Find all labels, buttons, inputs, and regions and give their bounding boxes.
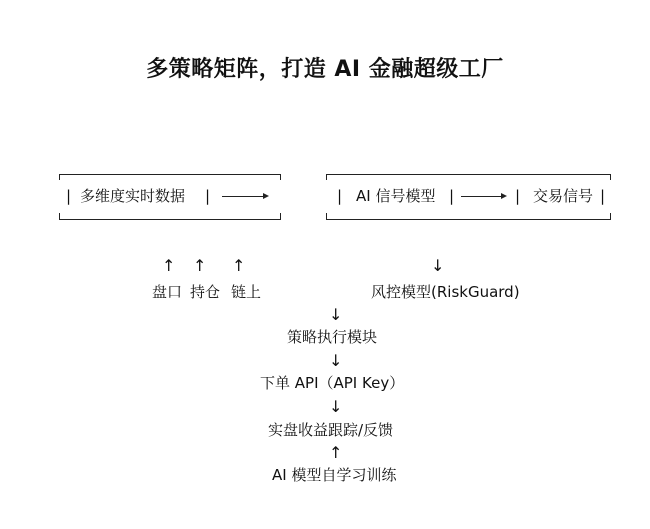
right-box-bar-2: | [449,187,455,205]
up-arrow-icon: ↑ [232,256,246,275]
up-arrow-icon: ↑ [329,443,343,462]
ai-signal-model-label: AI 信号模型 [356,187,436,205]
down-arrow-icon: ↓ [329,397,343,416]
position-label: 持仓 [190,283,221,301]
pnl-tracking-label: 实盘收益跟踪/反馈 [268,421,394,439]
right-box-arrowhead [501,193,507,199]
left-box-arrow-line [222,196,263,197]
ai-self-learning-label: AI 模型自学习训练 [272,466,397,484]
order-api-label: 下单 API（API Key） [260,374,405,392]
right-box-bar-3: | [515,187,521,205]
left-box-bar-left: | [66,187,72,205]
left-box-bar-right: | [205,187,211,205]
page-title: 多策略矩阵，打造 AI 金融超级工厂 [146,57,504,82]
orderbook-label: 盘口 [152,283,183,301]
down-arrow-icon: ↓ [329,351,343,370]
left-box-arrowhead [263,193,269,199]
up-arrow-icon: ↑ [193,256,207,275]
up-arrow-icon: ↑ [162,256,176,275]
multi-dim-data-label: 多维度实时数据 [80,187,186,205]
risk-model-label: 风控模型(RiskGuard) [371,283,520,301]
right-box-bar-1: | [337,187,343,205]
onchain-label: 链上 [231,283,262,301]
right-box-arrow-line [461,196,501,197]
down-arrow-icon: ↓ [329,305,343,324]
down-arrow-icon: ↓ [431,256,445,275]
trade-signal-label: 交易信号 [533,187,594,205]
right-box-bar-4: | [600,187,606,205]
strategy-exec-label: 策略执行模块 [287,328,378,346]
